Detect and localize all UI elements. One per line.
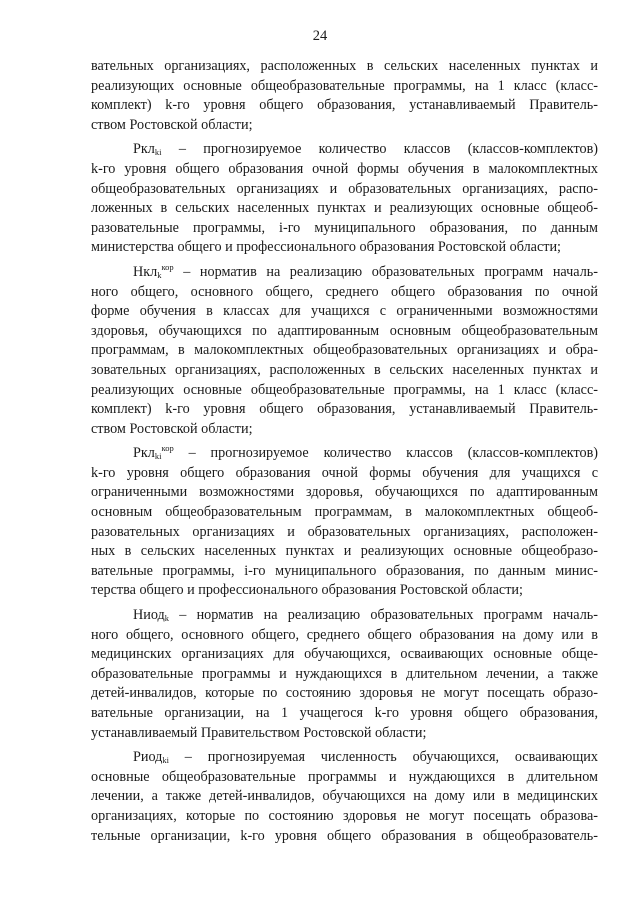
text-line: комплект) k-го уровня общего образования, устанавливаемый Правитель- <box>91 401 598 418</box>
formula-term <box>133 607 169 623</box>
text-line: ством Ростовской области; <box>91 116 253 133</box>
formula-term <box>133 141 162 157</box>
text-line <box>91 748 598 768</box>
text-line: терства общего и профессионального образования Ростовской области; <box>91 582 523 599</box>
term-superscript: кор <box>161 261 174 272</box>
term-superscript: кор <box>161 443 174 454</box>
text-line: организациях, которые по состоянию здоровья не могут посещать образова- <box>91 807 598 824</box>
text-line: ных в сельских населенных пунктах и реализующих основные общеобразо- <box>91 543 598 560</box>
term-base: Ркл <box>133 141 155 158</box>
text-line: ного общего, основного общего, среднего общего образования на дому или в <box>91 626 598 643</box>
formula-term <box>133 261 174 280</box>
paragraph <box>91 606 598 743</box>
text-line: комплект) k-го уровня общего образования, устанавливаемый Правитель- <box>91 97 598 114</box>
text-line: вательные организации, на 1 учащегося k-го уровня общего образования, <box>91 705 598 721</box>
text-line: детей-инвалидов, которые по состоянию здоровья не могут посещать образо- <box>91 685 598 702</box>
term-subscript: k <box>157 269 162 280</box>
page-number: 24 <box>312 28 328 44</box>
document-body <box>91 57 598 851</box>
text-line: тельные организации, k-го уровня общего образования в общеобразователь- <box>91 827 598 844</box>
text-line: k-го уровня общего образования очной формы обучения для учащихся с <box>91 464 598 481</box>
text-line: ограниченными возможностями здоровья, обучающихся по адаптированным <box>91 484 598 501</box>
text-line: здоровья, обучающихся по адаптированным основным общеобразовательным <box>91 322 598 339</box>
text-line <box>91 263 598 283</box>
text-line: зовательных организациях, расположенных в сельских населенных пунктах и <box>91 361 598 378</box>
text-line: форме обучения в классах для учащихся с ограниченными возможностями <box>91 303 598 320</box>
text-line: программам, в малокомплектных общеобразовательных организациях и обра- <box>91 342 598 359</box>
text-line: медицинских организациях для обучающихся, осваивающих основные обще- <box>91 646 598 663</box>
term-base: Ниод <box>133 607 165 624</box>
term-subscript: ki <box>154 147 162 158</box>
text-line: разовательные программы, i-го муниципального образования, по данным <box>91 219 598 236</box>
term-subscript: ki <box>154 451 162 462</box>
text-line <box>91 606 598 626</box>
line-text: – норматив на реализацию образовательных программ началь- <box>173 263 598 280</box>
text-line: k-го уровня общего образования очной формы обучения в малокомплектных <box>91 160 598 177</box>
text-line: образовательные программы и нуждающихся в длительном лечении, а также <box>91 665 598 682</box>
term-base: Риод <box>133 749 163 766</box>
text-line: министерства общего и профессионального образования Ростовской области; <box>91 239 561 256</box>
text-line: лечении, а также детей-инвалидов, обучающихся на дому или в медицинских <box>91 788 598 805</box>
paragraph <box>91 748 598 846</box>
text-line: вательных организациях, расположенных в сельских населенных пунктах и <box>91 58 598 74</box>
term-base: Нкл <box>133 263 158 280</box>
text-line <box>91 140 598 160</box>
text-line: реализующих основные общеобразовательные программы, на 1 класс (класс- <box>91 77 598 94</box>
term-base: Ркл <box>133 445 155 462</box>
formula-term <box>133 749 169 765</box>
text-line: общеобразовательных организациях и образовательных организациях, распо- <box>91 180 598 197</box>
text-line: основным общеобразовательным программам, в малокомплектных общеоб- <box>91 504 598 521</box>
text-line: вательные программы, i-го муниципального образования, по данным минис- <box>91 562 598 579</box>
term-subscript: ki <box>162 755 170 766</box>
paragraph <box>91 444 598 601</box>
text-line: ного общего, основного общего, среднего общего образования по очной <box>91 283 598 300</box>
paragraph <box>91 263 598 439</box>
text-line: устанавливаемый Правительством Ростовской области; <box>91 724 427 741</box>
formula-term <box>133 445 174 461</box>
term-subscript: k <box>164 613 169 624</box>
text-line: основные общеобразовательные программы и нуждающихся в длительном <box>91 768 598 785</box>
text-line: разовательных организациях и образовательных организациях, расположен- <box>91 523 598 540</box>
text-line <box>91 444 598 464</box>
line-text: – прогнозируемая численность обучающихся, осваивающих <box>169 749 598 766</box>
text-line: ложенных в сельских населенных пунктах и реализующих основные общеоб- <box>91 200 598 217</box>
line-text: – прогнозируемое количество классов (классов-комплектов) <box>161 141 598 158</box>
text-line: реализующих основные общеобразовательные программы, на 1 класс (класс- <box>91 381 598 398</box>
paragraph <box>91 57 598 135</box>
paragraph <box>91 140 598 258</box>
line-text: – норматив на реализацию образовательных программ началь- <box>169 607 598 624</box>
line-text: – прогнозируемое количество классов (классов-комплектов) <box>173 445 598 462</box>
text-line: ством Ростовской области; <box>91 420 253 437</box>
